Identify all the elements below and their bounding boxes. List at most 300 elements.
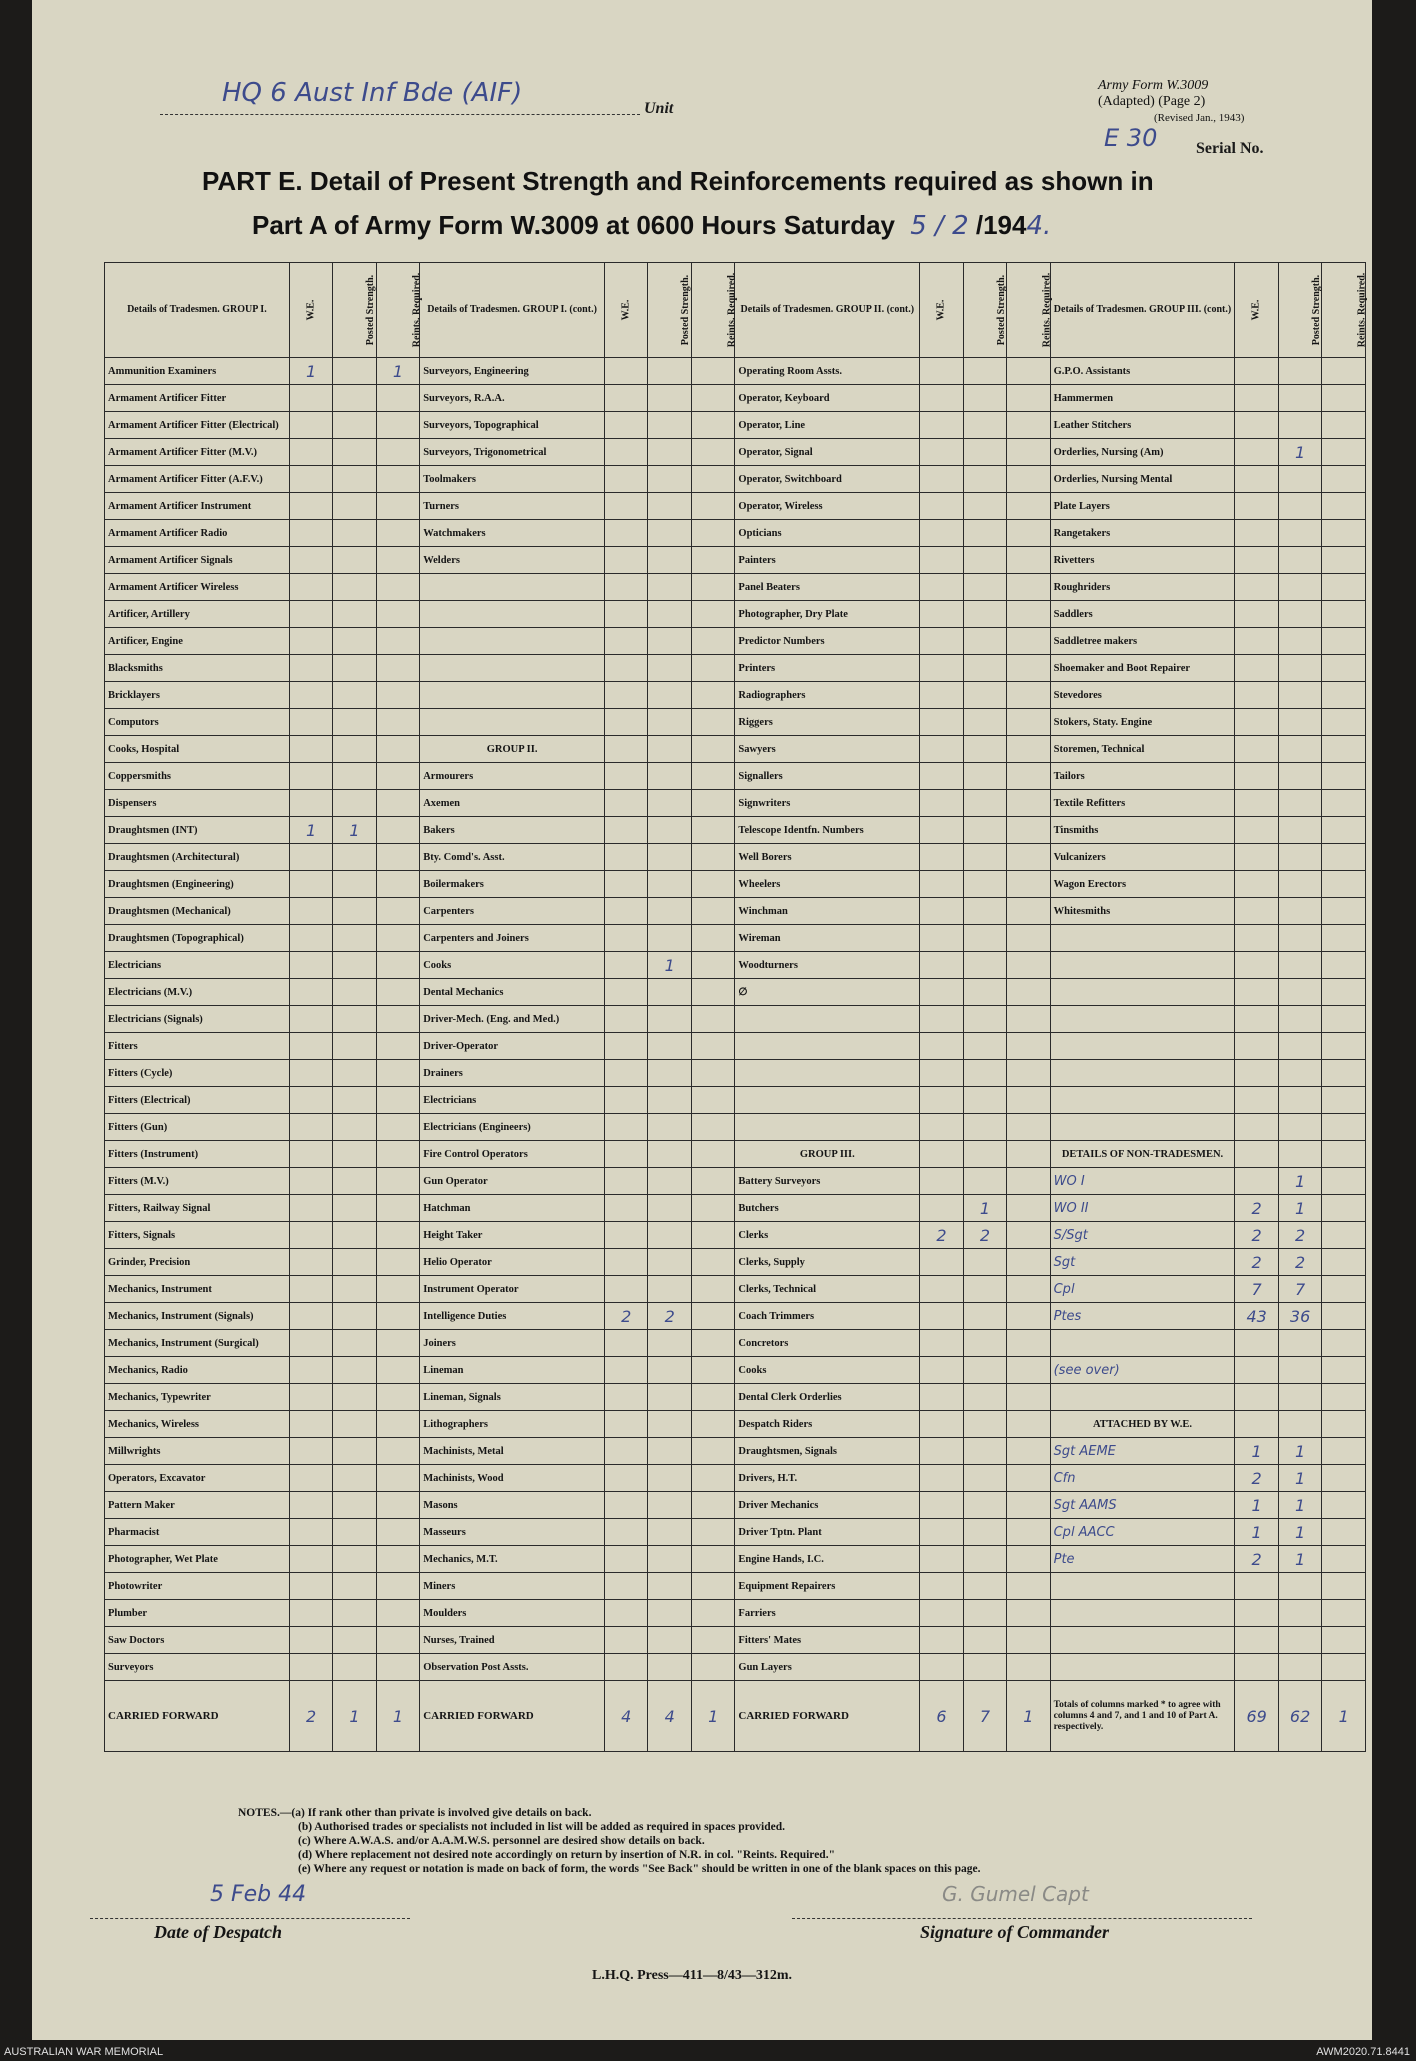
trade-name: Drainers: [420, 1060, 605, 1087]
reints-value: [691, 763, 734, 790]
reints-value: [1322, 628, 1366, 655]
reints-value: [691, 1195, 734, 1222]
posted-value: [1278, 1087, 1321, 1114]
posted-value: [1278, 1357, 1321, 1384]
trade-name: Cfn: [1050, 1465, 1235, 1492]
posted-value: [648, 439, 691, 466]
we-value: [605, 1384, 648, 1411]
posted-value: [648, 1006, 691, 1033]
posted-value: [333, 709, 376, 736]
table-row: [105, 1195, 1366, 1222]
note-d: (d) Where replacement not desired note accordingly on return by insertion of N.R. in col. "Reints. Required.": [298, 1849, 835, 1861]
table-row: [105, 1276, 1366, 1303]
reints-value: [376, 790, 419, 817]
trade-name: Cpl AACC: [1050, 1519, 1235, 1546]
reints-value: [1322, 1006, 1366, 1033]
table-row: [105, 358, 1366, 385]
we-header: W.E.: [1235, 263, 1278, 358]
reints-value: [1322, 1600, 1366, 1627]
trade-name: [1050, 1654, 1235, 1681]
posted-value: [963, 1546, 1006, 1573]
posted-header: Posted Strength.: [963, 263, 1006, 358]
reints-value: [1007, 439, 1050, 466]
we-value: [605, 844, 648, 871]
carried-we: 2: [289, 1681, 332, 1752]
we-value: [920, 412, 963, 439]
group-header: Details of Tradesmen. GROUP II. (cont.): [735, 263, 920, 358]
trade-name: Sawyers: [735, 736, 920, 763]
posted-header: Posted Strength.: [1278, 263, 1321, 358]
we-value: 2: [1235, 1465, 1278, 1492]
posted-value: [333, 493, 376, 520]
reints-value: [691, 1141, 734, 1168]
posted-value: [1278, 493, 1321, 520]
we-value: [1235, 952, 1278, 979]
trade-name: Saddlers: [1050, 601, 1235, 628]
reints-value: [691, 1465, 734, 1492]
we-value: [605, 1492, 648, 1519]
reints-value: [376, 1033, 419, 1060]
reints-value: 1: [376, 358, 419, 385]
trade-name: Artificer, Artillery: [105, 601, 290, 628]
trade-name: Cooks, Hospital: [105, 736, 290, 763]
table-row: [105, 439, 1366, 466]
trade-name: Lithographers: [420, 1411, 605, 1438]
reints-value: [691, 1411, 734, 1438]
posted-value: [1278, 1573, 1321, 1600]
we-value: [289, 1438, 332, 1465]
trade-name: Electricians: [420, 1087, 605, 1114]
table-row: [105, 763, 1366, 790]
table-row: [105, 844, 1366, 871]
reints-value: [1007, 763, 1050, 790]
posted-value: [648, 1465, 691, 1492]
reints-value: [691, 412, 734, 439]
reints-value: [691, 709, 734, 736]
posted-value: [1278, 1033, 1321, 1060]
we-header: W.E.: [605, 263, 648, 358]
carried-reints: 1: [1007, 1681, 1050, 1752]
total-posted: 62: [1278, 1681, 1321, 1752]
trade-name: Driver Mechanics: [735, 1492, 920, 1519]
we-value: [920, 1303, 963, 1330]
we-value: [605, 1006, 648, 1033]
posted-value: 1: [1278, 1465, 1321, 1492]
posted-value: [333, 412, 376, 439]
posted-value: [648, 1600, 691, 1627]
reints-value: [376, 952, 419, 979]
reints-value: [1007, 493, 1050, 520]
we-value: [920, 1033, 963, 1060]
trade-name: Photographer, Dry Plate: [735, 601, 920, 628]
posted-value: [333, 466, 376, 493]
posted-value: [648, 385, 691, 412]
trade-name: Surveyors, Topographical: [420, 412, 605, 439]
trade-name: Hatchman: [420, 1195, 605, 1222]
reints-value: [1322, 682, 1366, 709]
reints-value: [691, 979, 734, 1006]
we-value: [289, 844, 332, 871]
we-value: [920, 439, 963, 466]
trade-name: Orderlies, Nursing (Am): [1050, 439, 1235, 466]
posted-value: [333, 1249, 376, 1276]
reints-value: [1007, 709, 1050, 736]
reints-value: [1007, 1411, 1050, 1438]
reints-value: [1007, 1141, 1050, 1168]
we-value: [289, 439, 332, 466]
we-value: [605, 439, 648, 466]
we-value: [605, 952, 648, 979]
trade-name: Operator, Switchboard: [735, 466, 920, 493]
posted-value: [963, 1357, 1006, 1384]
trade-name: GROUP II.: [420, 736, 605, 763]
trade-name: DETAILS OF NON-TRADESMEN.: [1050, 1141, 1235, 1168]
trade-name: Bakers: [420, 817, 605, 844]
trade-name: Operator, Wireless: [735, 493, 920, 520]
reints-value: [1007, 1303, 1050, 1330]
trade-name: Rangetakers: [1050, 520, 1235, 547]
reints-value: [1007, 898, 1050, 925]
reints-value: [1007, 601, 1050, 628]
posted-value: [333, 1384, 376, 1411]
posted-value: [333, 358, 376, 385]
trade-name: ∅: [735, 979, 920, 1006]
table-row: [105, 412, 1366, 439]
reints-value: [1007, 844, 1050, 871]
reints-value: [376, 628, 419, 655]
posted-value: [963, 1438, 1006, 1465]
we-value: [289, 1249, 332, 1276]
posted-value: [648, 1060, 691, 1087]
reints-value: [376, 412, 419, 439]
table-row: [105, 1654, 1366, 1681]
posted-value: [333, 1168, 376, 1195]
reints-value: [1322, 439, 1366, 466]
table-row: [105, 1249, 1366, 1276]
posted-value: [648, 1330, 691, 1357]
posted-value: [333, 1141, 376, 1168]
reints-value: [1322, 466, 1366, 493]
we-value: [1235, 385, 1278, 412]
trade-name: Joiners: [420, 1330, 605, 1357]
unit-label: Unit: [644, 100, 674, 117]
trade-name: Mechanics, Instrument (Signals): [105, 1303, 290, 1330]
posted-value: [333, 925, 376, 952]
we-value: 1: [1235, 1438, 1278, 1465]
credit-left: AUSTRALIAN WAR MEMORIAL: [4, 2046, 164, 2058]
trade-name: [420, 655, 605, 682]
reints-value: [376, 385, 419, 412]
posted-header: Posted Strength.: [333, 263, 376, 358]
we-value: [1235, 709, 1278, 736]
trade-name: G.P.O. Assistants: [1050, 358, 1235, 385]
posted-value: [963, 925, 1006, 952]
reints-value: [691, 844, 734, 871]
note-e: (e) Where any request or notation is made on back of form, the words "See Back" should be written in one of the blank spaces on this page.: [298, 1863, 981, 1875]
trade-name: Machinists, Wood: [420, 1465, 605, 1492]
posted-value: [648, 979, 691, 1006]
reints-value: [691, 736, 734, 763]
posted-value: [648, 709, 691, 736]
reints-value: [376, 1276, 419, 1303]
reints-value: [691, 601, 734, 628]
posted-value: [648, 520, 691, 547]
posted-value: [648, 493, 691, 520]
signature-label: Signature of Commander: [920, 1922, 1110, 1942]
trade-name: Watchmakers: [420, 520, 605, 547]
reints-value: [1322, 358, 1366, 385]
posted-value: [1278, 1141, 1321, 1168]
table-row: [105, 628, 1366, 655]
we-value: [920, 925, 963, 952]
note-b: (b) Authorised trades or specialists not included in list will be added as required in spaces provided.: [298, 1821, 786, 1833]
posted-value: [963, 1519, 1006, 1546]
we-value: [1235, 1006, 1278, 1033]
posted-value: [648, 1141, 691, 1168]
reints-value: [1322, 655, 1366, 682]
reints-value: [1007, 655, 1050, 682]
trade-name: Storemen, Technical: [1050, 736, 1235, 763]
trade-name: Panel Beaters: [735, 574, 920, 601]
reints-value: [691, 1114, 734, 1141]
trade-name: [1050, 1006, 1235, 1033]
table-row: [105, 736, 1366, 763]
we-value: [289, 736, 332, 763]
reints-value: [1322, 1438, 1366, 1465]
we-value: [1235, 439, 1278, 466]
carried-reints: 1: [691, 1681, 734, 1752]
trade-name: Carpenters and Joiners: [420, 925, 605, 952]
trade-name: Artificer, Engine: [105, 628, 290, 655]
table-row: [105, 952, 1366, 979]
serial-label: Serial No.: [1196, 140, 1264, 157]
table-row: [105, 1384, 1366, 1411]
reints-value: [1007, 385, 1050, 412]
reints-value: [691, 520, 734, 547]
trade-name: Operator, Signal: [735, 439, 920, 466]
reints-value: [376, 1519, 419, 1546]
we-value: [920, 1438, 963, 1465]
we-value: [289, 628, 332, 655]
trade-name: [1050, 1573, 1235, 1600]
posted-value: [333, 601, 376, 628]
we-value: [1235, 1411, 1278, 1438]
trade-name: Electricians (Signals): [105, 1006, 290, 1033]
we-value: [1235, 520, 1278, 547]
we-value: [605, 466, 648, 493]
carried-forward-label: CARRIED FORWARD: [420, 1681, 605, 1752]
table-row: [105, 925, 1366, 952]
trade-name: [420, 601, 605, 628]
reints-value: [1007, 979, 1050, 1006]
trade-name: [1050, 952, 1235, 979]
reints-value: [691, 1222, 734, 1249]
unit-handwritten: HQ 6 Aust Inf Bde (AIF): [222, 78, 523, 108]
trade-name: Printers: [735, 655, 920, 682]
trade-name: Opticians: [735, 520, 920, 547]
trade-name: Clerks: [735, 1222, 920, 1249]
despatch-line: [90, 1918, 410, 1919]
we-value: [289, 1195, 332, 1222]
trade-name: Machinists, Metal: [420, 1438, 605, 1465]
posted-value: 2: [1278, 1222, 1321, 1249]
reints-value: [691, 1303, 734, 1330]
reints-value: [1322, 736, 1366, 763]
posted-value: [963, 1465, 1006, 1492]
we-value: [920, 1411, 963, 1438]
table-row: [105, 385, 1366, 412]
reints-value: [1322, 1492, 1366, 1519]
posted-value: [648, 358, 691, 385]
trade-name: Computors: [105, 709, 290, 736]
reints-value: [376, 1303, 419, 1330]
posted-value: 2: [1278, 1249, 1321, 1276]
posted-value: [333, 439, 376, 466]
reints-value: [376, 682, 419, 709]
trade-name: Toolmakers: [420, 466, 605, 493]
we-value: [920, 790, 963, 817]
reints-value: [1007, 871, 1050, 898]
reints-value: [1322, 790, 1366, 817]
reints-value: [1007, 817, 1050, 844]
trade-name: Gun Layers: [735, 1654, 920, 1681]
we-value: [920, 709, 963, 736]
posted-value: [648, 1249, 691, 1276]
trade-name: Fitters (Gun): [105, 1114, 290, 1141]
posted-value: [963, 790, 1006, 817]
carried-forward: [105, 1681, 1366, 1752]
we-value: [289, 547, 332, 574]
we-value: [1235, 871, 1278, 898]
trade-name: Driver-Mech. (Eng. and Med.): [420, 1006, 605, 1033]
carried-we: 6: [920, 1681, 963, 1752]
trade-name: Plumber: [105, 1600, 290, 1627]
form-line-1: Army Form W.3009: [1098, 78, 1209, 93]
reints-value: [376, 1330, 419, 1357]
trade-name: Plate Layers: [1050, 493, 1235, 520]
trade-name: Bricklayers: [105, 682, 290, 709]
reints-value: [1007, 1276, 1050, 1303]
reints-value: [1322, 1384, 1366, 1411]
totals-note: Totals of columns marked * to agree with columns 4 and 7, and 1 and 10 of Part A. respectively.: [1050, 1681, 1235, 1752]
trade-name: Draughtsmen (Topographical): [105, 925, 290, 952]
reints-value: [1322, 1519, 1366, 1546]
trade-name: Draughtsmen (Mechanical): [105, 898, 290, 925]
we-value: [920, 1168, 963, 1195]
we-value: 2: [605, 1303, 648, 1330]
reints-value: [691, 1033, 734, 1060]
we-value: [1235, 574, 1278, 601]
trade-name: Boilermakers: [420, 871, 605, 898]
reints-value: [376, 1546, 419, 1573]
posted-value: [963, 682, 1006, 709]
posted-value: [963, 1276, 1006, 1303]
we-value: [605, 1627, 648, 1654]
table-row: [105, 601, 1366, 628]
trade-name: [1050, 1033, 1235, 1060]
posted-value: [1278, 979, 1321, 1006]
trade-name: Armourers: [420, 763, 605, 790]
trade-name: [420, 682, 605, 709]
reints-value: [691, 1546, 734, 1573]
we-value: 43: [1235, 1303, 1278, 1330]
posted-value: [333, 1195, 376, 1222]
trade-name: Predictor Numbers: [735, 628, 920, 655]
posted-value: [963, 1114, 1006, 1141]
trade-name: Orderlies, Nursing Mental: [1050, 466, 1235, 493]
posted-value: [333, 1006, 376, 1033]
reints-value: [691, 385, 734, 412]
posted-value: [1278, 1060, 1321, 1087]
title-year-handwritten: 4.: [1026, 211, 1052, 241]
posted-value: [1278, 844, 1321, 871]
trade-name: Welders: [420, 547, 605, 574]
trade-name: Bty. Comd's. Asst.: [420, 844, 605, 871]
we-value: [605, 1546, 648, 1573]
reints-value: [691, 1600, 734, 1627]
trade-name: Sgt AAMS: [1050, 1492, 1235, 1519]
we-value: [1235, 682, 1278, 709]
posted-value: [963, 1411, 1006, 1438]
reints-value: [1007, 1060, 1050, 1087]
trade-name: Tinsmiths: [1050, 817, 1235, 844]
reints-value: [376, 709, 419, 736]
reints-header: Reints. Required.: [691, 263, 734, 358]
we-value: 2: [1235, 1249, 1278, 1276]
reints-value: [1007, 1357, 1050, 1384]
we-value: [289, 1276, 332, 1303]
reints-value: [376, 547, 419, 574]
trade-name: Draughtsmen, Signals: [735, 1438, 920, 1465]
carried-posted: 4: [648, 1681, 691, 1752]
posted-value: [1278, 1627, 1321, 1654]
reints-value: [1322, 520, 1366, 547]
posted-value: 1: [963, 1195, 1006, 1222]
posted-value: [333, 547, 376, 574]
trade-name: Ammunition Examiners: [105, 358, 290, 385]
we-value: [1235, 493, 1278, 520]
posted-value: [333, 1303, 376, 1330]
we-value: [920, 1276, 963, 1303]
posted-value: [333, 790, 376, 817]
we-value: [289, 952, 332, 979]
trade-name: Lineman: [420, 1357, 605, 1384]
trade-name: Operators, Excavator: [105, 1465, 290, 1492]
posted-value: [963, 655, 1006, 682]
we-value: [920, 1249, 963, 1276]
trade-name: Engine Hands, I.C.: [735, 1546, 920, 1573]
posted-value: [1278, 358, 1321, 385]
we-value: 1: [1235, 1519, 1278, 1546]
credit-right: AWM2020.71.8441: [1316, 2046, 1410, 2058]
posted-value: [1278, 682, 1321, 709]
form-sheet: [32, 0, 1372, 2040]
posted-value: [963, 466, 1006, 493]
reints-value: [1007, 1384, 1050, 1411]
we-value: [289, 385, 332, 412]
we-value: [289, 493, 332, 520]
we-value: [605, 547, 648, 574]
posted-value: [963, 817, 1006, 844]
we-value: [920, 952, 963, 979]
posted-value: [333, 385, 376, 412]
we-value: [920, 682, 963, 709]
trade-name: Cooks: [735, 1357, 920, 1384]
reints-value: [691, 493, 734, 520]
reints-value: [1007, 1573, 1050, 1600]
reints-value: [1322, 1114, 1366, 1141]
posted-value: 1: [333, 817, 376, 844]
